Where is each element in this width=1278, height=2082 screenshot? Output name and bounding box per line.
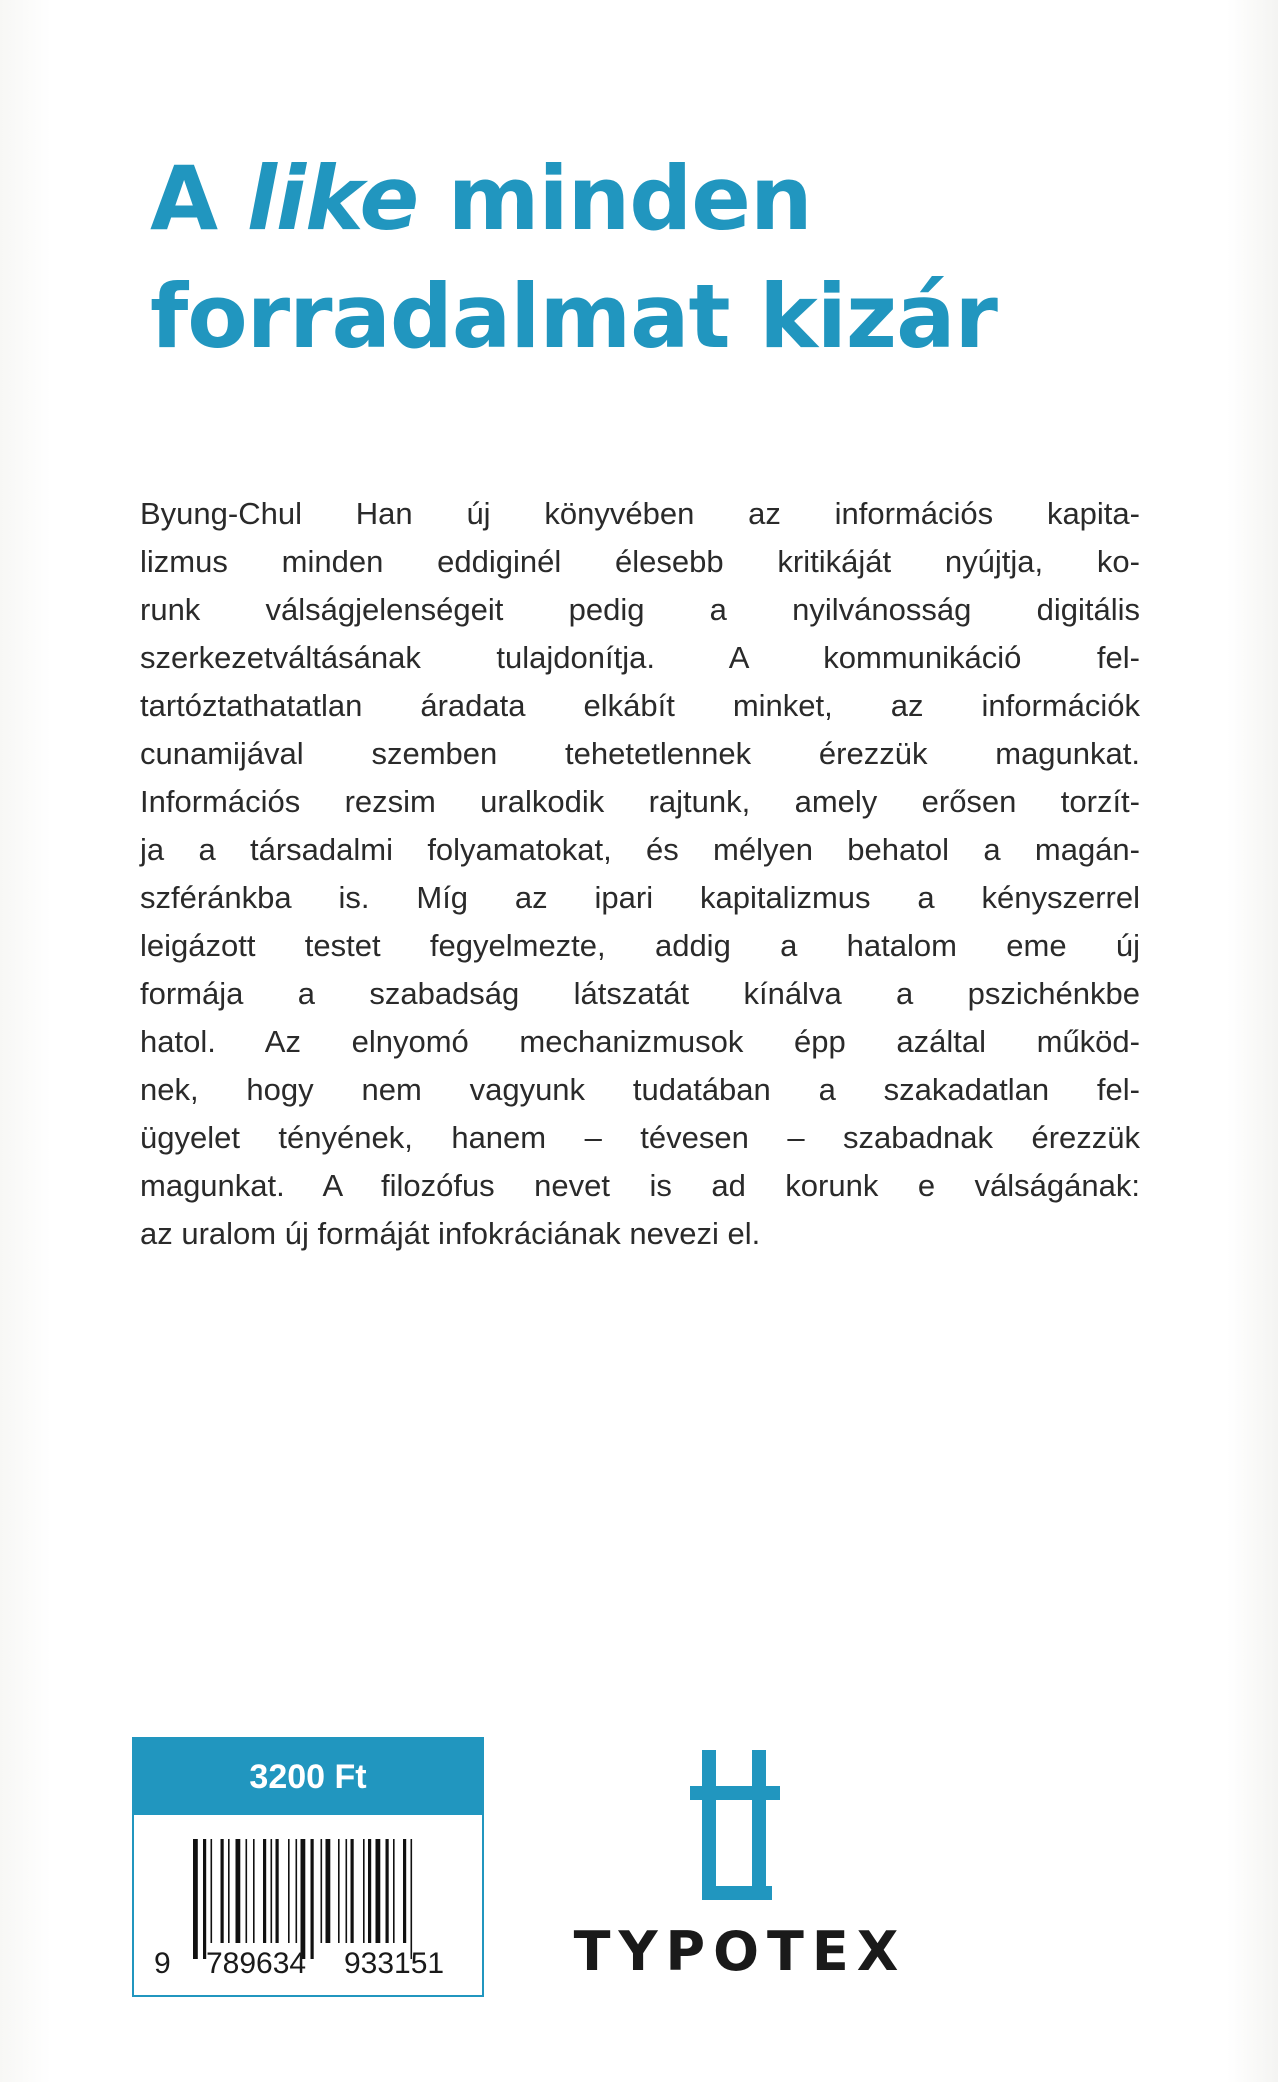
barcode-bar <box>271 1839 273 1943</box>
barcode-bar <box>246 1839 248 1943</box>
blurb-line: ügyelet tényének, hanem – tévesen – szabadnak érezzük <box>140 1120 1140 1155</box>
blurb-text <box>140 490 1140 1258</box>
barcode-bar <box>393 1839 395 1943</box>
barcode-bar <box>301 1839 306 1959</box>
isbn-lead-digit: 9 <box>154 1947 171 1980</box>
barcode-bar <box>193 1839 198 1959</box>
blurb-line: nek, hogy nem vagyunk tudatában a szakadatlan fel- <box>140 1072 1140 1107</box>
publisher-logo <box>560 1750 920 2000</box>
title-line-1 <box>150 140 1150 258</box>
isbn-group-2: 933151 <box>344 1947 445 1980</box>
blurb-line: leigázott testet fegyelmezte, addig a hatalom eme új <box>140 928 1140 963</box>
blurb-line: Byung-Chul Han új könyvében az információs kapita- <box>140 496 1140 531</box>
barcode-bar <box>221 1839 224 1943</box>
barcode-bar <box>411 1839 413 1959</box>
title-italic-word: like <box>246 147 419 250</box>
barcode-bar <box>211 1839 213 1943</box>
barcode-bar <box>276 1839 279 1943</box>
blurb-line: runk válságjelenségeit pedig a nyilvánosság digitális <box>140 592 1140 627</box>
barcode-bar <box>363 1839 365 1943</box>
blurb-line: szféránkba is. Míg az ipari kapitalizmus a kényszerrel <box>140 880 1140 915</box>
blurb-line: tartóztathatatlan áradata elkábít minket, az információk <box>140 688 1140 723</box>
title-prefix: A <box>150 147 247 250</box>
book-title <box>150 140 1150 376</box>
isbn-group-1: 789634 <box>206 1947 307 1980</box>
barcode-bar <box>368 1839 371 1943</box>
tt-monogram-icon <box>690 1750 780 1910</box>
blurb-line: lizmus minden eddiginél élesebb kritikáját nyújtja, ko- <box>140 544 1140 579</box>
blurb-line: szerkezetváltásának tulajdonítja. A kommunikáció fel- <box>140 640 1140 675</box>
barcode-bar <box>203 1839 206 1959</box>
barcode-icon <box>189 1839 459 1959</box>
barcode-bar <box>326 1839 331 1943</box>
price-label: 3200 Ft <box>134 1739 482 1815</box>
barcode-bar <box>236 1839 241 1943</box>
price-barcode-box <box>132 1737 484 1997</box>
blurb-line: az uralom új formáját infokráciának nevezi el. <box>140 1216 761 1251</box>
barcode-bar <box>263 1839 266 1943</box>
barcode-bar <box>228 1839 230 1943</box>
publisher-name: TYPOTEX <box>573 1920 907 1983</box>
barcode-bar <box>351 1839 354 1943</box>
barcode-bar <box>321 1839 323 1943</box>
barcode-bar <box>386 1839 389 1943</box>
barcode-bar <box>346 1839 348 1943</box>
blurb-line: formája a szabadság látszatát kínálva a pszichénkbe <box>140 976 1140 1011</box>
barcode-bar <box>338 1839 340 1943</box>
barcode-bar <box>403 1839 406 1943</box>
blurb-line: Információs rezsim uralkodik rajtunk, amely erősen torzít- <box>140 784 1140 819</box>
barcode-bar <box>288 1839 290 1943</box>
barcode-bar <box>296 1839 298 1943</box>
barcode-bar <box>376 1839 381 1943</box>
blurb-line: ja a társadalmi folyamatokat, és mélyen behatol a magán- <box>140 832 1140 867</box>
blurb-line: cunamijával szemben tehetetlennek érezzük magunkat. <box>140 736 1140 771</box>
barcode-bar <box>311 1839 314 1959</box>
blurb-line: hatol. Az elnyomó mechanizmusok épp azáltal működ- <box>140 1024 1140 1059</box>
title-line1-rest: minden <box>418 147 812 250</box>
barcode-bar <box>253 1839 255 1943</box>
blurb-line: magunkat. A filozófus nevet is ad korunk e válságának: <box>140 1168 1140 1203</box>
title-line-2: forradalmat kizár <box>150 265 997 368</box>
